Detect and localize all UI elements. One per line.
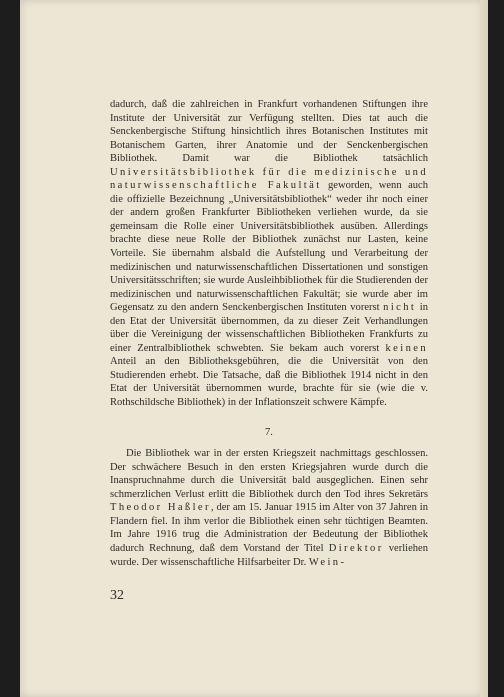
spaced-emphasis-text: Direktor: [328, 542, 384, 554]
page-edge: [480, 0, 488, 697]
text-segment: verliehen wurde. Der wissenschaftliche Hilfsarbeiter Dr.: [110, 542, 429, 568]
spaced-emphasis-text: nicht: [383, 302, 417, 314]
text-segment: geworden, wenn auch die offizielle Bezeichnung „Universitätsbibliothek“ weder ihr noch einer der andern großen Frankfurter Bibliotheken verliehen wurde, da sie gemeinsam die Rolle einer Universitätsbibliothek ausüben. Allerdings brachte diese neue Rolle der Bibliothek zunächst nur Lasten, keine Vorteile. Sie übernahm alsbald die Aufstellung und Verarbeitung der medizinischen und naturwissenschaftlichen Dissertationen und sonstigen Universitätsschriften; sie wurde Ausleihbibliothek für die Studierenden der medizinischen und naturwissenschaftlichen Fakultät; sie wurde aber im Gegensatz zu den andern Senckenbergischen Instituten vorerst: [110, 180, 428, 314]
paragraph-2: [110, 447, 428, 569]
page-number: 32: [110, 588, 124, 603]
spaced-emphasis-text: Wein-: [308, 556, 347, 568]
section-number: 7.: [265, 426, 273, 438]
body-text: [110, 98, 428, 569]
spaced-emphasis-text: Universitätsbibliothek für die medizinische und naturwissenschaftliche Fakultät: [110, 166, 428, 192]
paragraph-1: [110, 98, 428, 410]
text-segment: dadurch, daß die zahlreichen in Frankfurt vorhandenen Stiftungen ihre Institute der Universität zur Verfügung stellten. Dies tat auch die Senckenbergische Stiftung hinsichtlich ihres Botanischen Institutes mit Botanischem Garten, ihrer Anatomie und der Senckenbergischen Bibliothek. Damit war die Bibliothek tatsächlich: [110, 99, 428, 165]
text-segment: Die Bibliothek war in der ersten Kriegszeit nachmittags geschlossen. Der schwächere Besuch in den ersten Kriegsjahren wurde durch die Inanspruchnahme durch die Universität bald ausgeglichen. Einen sehr schmerzlichen Verlust erlitt die Bibliothek durch den Tod ihres Sekretärs: [110, 448, 428, 500]
text-segment: Anteil an den Bibliotheksgebühren, die die Universität von den Studierenden erhebt. Die Tatsache, daß die Bibliothek 1914 nicht in den Etat der Universität übernommen wurde, brachte für sie (wie die v. Rothschildsche Bibliothek) in der Inflationszeit schwere Kämpfe.: [110, 356, 428, 409]
text-segment: , der am 15. Januar 1915 im Alter von 37 Jahren in Flandern fiel. In ihm verlor die Bibliothek einen sehr tüchtigen Beamten. Im Jahre 1916 trug die Administration der Bedeutung der Bibliothek dadurch Rechnung, daß dem Vorstand der Titel: [110, 502, 428, 554]
spaced-emphasis-text: keinen: [385, 342, 428, 354]
text-segment: in den Etat der Universität übernommen, da zu dieser Zeit Verhandlungen über die Vereinigung der wissenschaftlichen Bibliotheken Frankfurts zu einer Zentralbibliothek schwebten. Sie bekam auch vorerst: [110, 302, 429, 354]
spaced-emphasis-text: Theodor Haßler: [110, 502, 211, 514]
